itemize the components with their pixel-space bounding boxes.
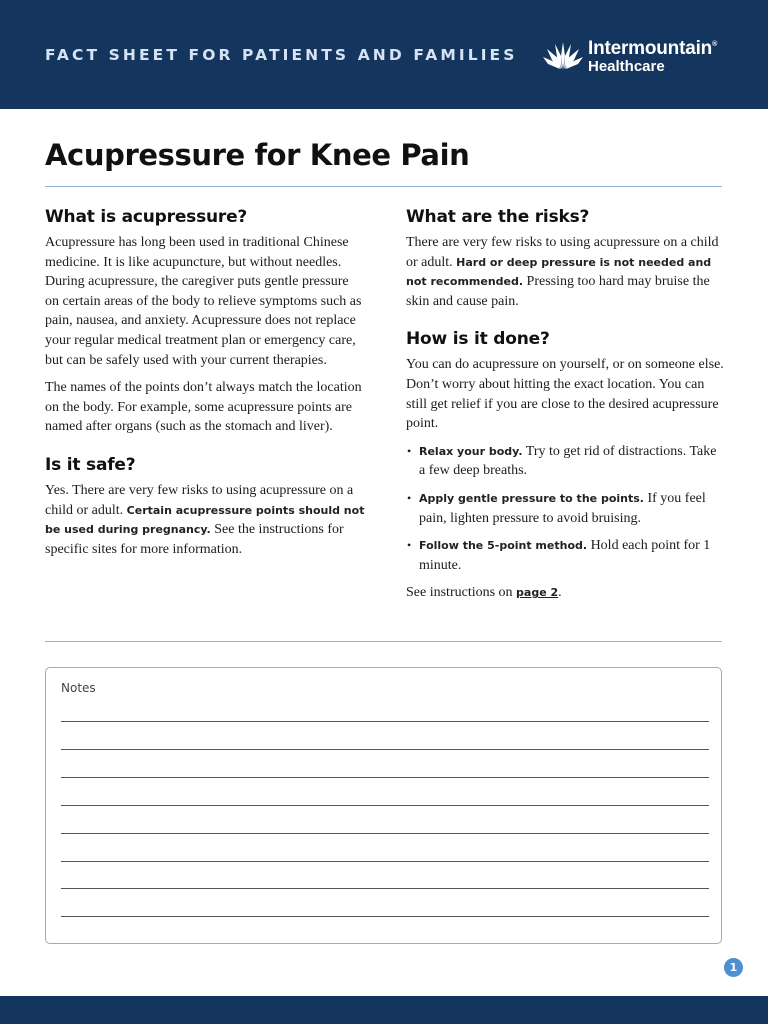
list-item: • Follow the 5-point method. Hold each point for 1 minute. xyxy=(406,536,726,575)
notes-divider xyxy=(45,641,722,642)
list-item: • Apply gentle pressure to the points. If you feel pain, lighten pressure to avoid bruising. xyxy=(406,489,726,528)
title-divider xyxy=(45,186,722,187)
section-heading-safe: Is it safe? xyxy=(45,454,136,475)
footer-bar xyxy=(0,996,768,1024)
what-paragraph-2: The names of the points don’t always match the location on the body. For example, some acupressure points are named after organs (such as the stomach and liver). xyxy=(45,380,362,435)
note-line xyxy=(61,833,709,834)
what-paragraph-1: Acupressure has long been used in traditional Chinese medicine. It is like acupuncture, but without needles. During acupressure, the caregiver puts gentle pressure on certain areas of the body to relieve symptoms such as pain, nausea, and anxiety. Acupressure does not replace your regular medical treatment plan or emergency care, but can be safely used with your current therapies. xyxy=(45,235,362,368)
page-title: Acupressure for Knee Pain xyxy=(45,138,470,172)
note-line xyxy=(61,777,709,778)
note-line xyxy=(61,805,709,806)
section-heading-how: How is it done? xyxy=(406,329,550,350)
intermountain-logo-icon xyxy=(542,40,584,72)
notes-label: Notes xyxy=(61,681,96,695)
note-line xyxy=(61,749,709,750)
note-line xyxy=(61,916,709,917)
list-item: • Relax your body. Try to get rid of distractions. Take a few deep breaths. xyxy=(406,442,726,481)
page-number-badge: 1 xyxy=(724,958,743,977)
logo-name: Intermountain® xyxy=(588,38,718,59)
right-column xyxy=(406,207,726,611)
note-line xyxy=(61,721,709,722)
page-2-link[interactable]: page 2 xyxy=(516,586,559,600)
logo-subtitle: Healthcare xyxy=(588,58,665,75)
note-line xyxy=(61,888,709,889)
note-line xyxy=(61,861,709,862)
left-column xyxy=(45,207,365,567)
risks-paragraph: There are very few risks to using acupressure on a child or adult. Hard or deep pressure is not needed and not recommended. Pressing too hard may bruise the skin and cause pain. xyxy=(406,235,719,309)
header-banner xyxy=(0,0,768,109)
safe-paragraph: Yes. There are very few risks to using acupressure on a child or adult. Certain acupressure points should not be used during pregnancy. See the instructions for specific sites for more information. xyxy=(45,482,365,557)
notes-box[interactable] xyxy=(45,667,722,944)
see-instructions: See instructions on page 2. xyxy=(406,585,562,601)
section-heading-risks: What are the risks? xyxy=(406,207,590,227)
section-heading-what: What is acupressure? xyxy=(45,207,248,227)
how-steps-list xyxy=(406,442,726,576)
intermountain-logo xyxy=(542,38,742,78)
header-title: FACT SHEET FOR PATIENTS AND FAMILIES xyxy=(45,46,518,64)
how-paragraph: You can do acupressure on yourself, or on someone else. Don’t worry about hitting the exact location. You can still get relief if you are close to the desired acupressure point. xyxy=(406,357,724,432)
